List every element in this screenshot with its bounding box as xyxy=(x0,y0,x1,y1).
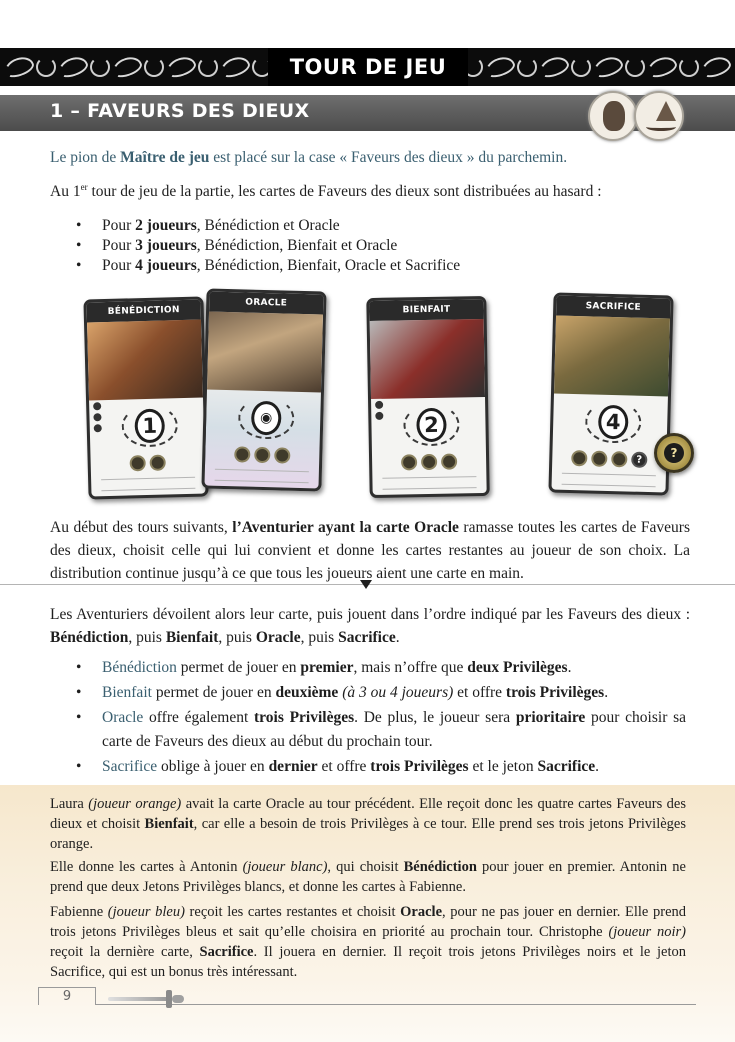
card-title: ORACLE xyxy=(209,292,323,315)
privilege-coin-icon xyxy=(149,455,165,471)
page-title-panel xyxy=(268,48,468,86)
privilege-coin-icon xyxy=(611,451,627,467)
sword-icon xyxy=(108,990,188,1008)
privilege-coin-icon xyxy=(129,455,145,471)
card-order-number: 1 xyxy=(134,409,165,444)
favors-list xyxy=(76,656,686,780)
list-item: • Bienfait permet de jouer en deuxième (à 3 ou 4 joueurs) et offre trois Privilèges. xyxy=(76,681,686,705)
list-item: • Pour 2 joueurs, Bénédiction et Oracle xyxy=(76,216,460,236)
card-order-number: 2 xyxy=(416,408,447,443)
list-item: • Bénédiction permet de jouer en premier, mais n’offre que deux Privilèges. xyxy=(76,656,686,680)
privilege-coin-icon xyxy=(421,454,437,470)
card-artwork xyxy=(87,320,203,401)
card-title: SACRIFICE xyxy=(556,296,670,319)
page-number: 9 xyxy=(62,989,72,1004)
distribution-list xyxy=(76,216,460,276)
page-title: TOUR DE JEU xyxy=(289,55,447,79)
card-fine-print xyxy=(382,476,476,490)
privilege-coins xyxy=(552,449,666,468)
card-benediction xyxy=(83,296,208,499)
player-count-icon xyxy=(375,401,383,420)
intro-paragraph-2: Au 1er tour de jeu de la partie, les cartes de Faveurs des dieux sont distribuées au hasard : xyxy=(50,181,602,200)
adventurer-portrait-icon xyxy=(588,91,638,141)
card-sacrifice xyxy=(548,292,673,495)
right-ornament-icon xyxy=(431,54,731,80)
privilege-coins xyxy=(372,453,486,471)
list-item: • Oracle offre également trois Privilèges. De plus, le joueur sera prioritaire pour choisir sa carte de Faveurs des dieux au début du prochain tour. xyxy=(76,706,686,754)
list-item: • Pour 4 joueurs, Bénédiction, Bienfait, Oracle et Sacrifice xyxy=(76,256,460,276)
sacrifice-coin-icon: ? xyxy=(631,452,647,468)
privilege-coin-icon xyxy=(254,447,270,463)
example-paragraph-3: Fabienne (joueur bleu) reçoit les cartes restantes et choisit Oracle, pour ne pas jouer en dernier. Elle prend trois jetons Privilèges bleus et sait qu’elle choisira en priorité au prochain tour. Christophe (joueur noir) reçoit la dernière carte, Sacrifice. Il jouera en dernier. Il reçoit trois jetons Privilèges noirs et le jeton Sacrifice, qui est un bonus très intéressant. xyxy=(50,904,687,980)
left-ornament-icon xyxy=(4,54,304,80)
card-bienfait xyxy=(366,296,489,498)
card-fine-print xyxy=(562,473,656,487)
privilege-coin-icon xyxy=(274,447,290,463)
ship-medallion-icon xyxy=(634,91,684,141)
card-title: BIENFAIT xyxy=(369,299,483,321)
card-artwork xyxy=(207,312,323,393)
card-oracle xyxy=(201,288,326,491)
card-eye-icon: ◉ xyxy=(251,401,282,436)
reveal-paragraph: Les Aventuriers dévoilent alors leur carte, puis jouent dans l’ordre indiqué par les Faveurs des dieux : Bénédiction, puis Bienfait, puis Oracle, puis Sacrifice. xyxy=(50,606,690,646)
intro-paragraph-1: Le pion de Maître de jeu est placé sur la case « Faveurs des dieux » du parchemin. xyxy=(50,149,568,166)
privilege-coin-icon xyxy=(591,451,607,467)
sacrifice-token-icon: ? xyxy=(654,433,694,473)
card-fine-print xyxy=(101,477,195,491)
example-paragraph-2: Elle donne les cartes à Antonin (joueur blanc), qui choisit Bénédiction pour jouer en premier. Antonin ne prend que deux Jetons Privilèges blancs, et donne les cartes à Fabienne. xyxy=(50,859,686,895)
oracle-paragraph: Au début des tours suivants, l’Aventurier ayant la carte Oracle ramasse toutes les cartes de Faveurs des dieux, choisit celle qui lui convient et donne les cartes restantes au joueur de son choix. La distribution continue jusqu’à ce que tous les joueurs aient une carte en main. xyxy=(50,519,690,582)
privilege-coins xyxy=(205,445,319,464)
card-fine-print xyxy=(215,469,309,483)
card-artwork xyxy=(370,319,485,399)
privilege-coin-icon xyxy=(401,454,417,470)
card-order-number: 4 xyxy=(598,405,629,440)
privilege-coins xyxy=(91,453,205,472)
title-banner xyxy=(0,48,735,86)
privilege-coin-icon xyxy=(234,446,250,462)
example-paragraph-1: Laura (joueur orange) avait la carte Oracle au tour précédent. Elle reçoit donc les quatre cartes Faveurs des dieux et choisit Bienfait, car elle a besoin de trois Privilèges à ce tour. Elle prend ses trois jetons Privilèges orange. xyxy=(50,796,687,852)
privilege-coin-icon xyxy=(571,450,587,466)
page-number-tab xyxy=(38,987,96,1005)
card-artwork xyxy=(554,316,670,397)
card-title: BÉNÉDICTION xyxy=(86,300,200,323)
section-title: 1 – FAVEURS DES DIEUX xyxy=(50,100,310,122)
list-item: • Pour 3 joueurs, Bénédiction, Bienfait et Oracle xyxy=(76,236,460,256)
divider-arrow-icon xyxy=(360,580,372,589)
privilege-coin-icon xyxy=(441,454,457,470)
player-count-icon xyxy=(93,402,102,432)
list-item: • Sacrifice oblige à jouer en dernier et offre trois Privilèges et le jeton Sacrifice. xyxy=(76,755,686,779)
